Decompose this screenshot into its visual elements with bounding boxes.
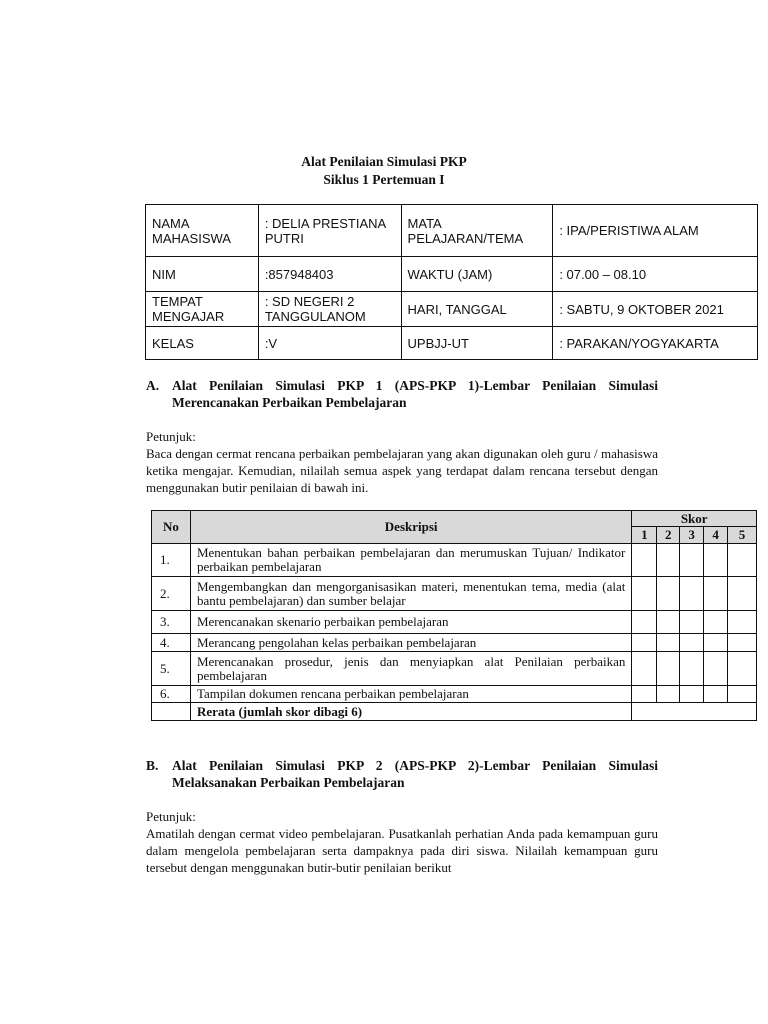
score-cell[interactable] <box>657 577 680 611</box>
score-table <box>151 510 757 721</box>
score-cell[interactable] <box>680 686 704 703</box>
column-header-no: No <box>152 511 191 544</box>
identity-value: : IPA/PERISTIWA ALAM <box>553 205 758 257</box>
document-subtitle: Siklus 1 Pertemuan I <box>323 172 445 187</box>
identity-label: MATA PELAJARAN/TEMA <box>401 205 553 257</box>
score-column-2: 2 <box>657 527 680 544</box>
row-number: 3. <box>152 611 191 634</box>
identity-label: KELAS <box>146 327 259 360</box>
score-cell[interactable] <box>704 577 728 611</box>
table-row <box>152 686 757 703</box>
section-title: Alat Penilaian Simulasi PKP 1 (APS-PKP 1)-Lembar Penilaian Simulasi Merencanakan Perbaikan Pembelajaran <box>172 378 658 410</box>
row-description: Merancang pengolahan kelas perbaikan pembelajaran <box>190 634 631 652</box>
identity-row <box>146 205 758 257</box>
row-number: 5. <box>152 652 191 686</box>
score-column-4: 4 <box>704 527 728 544</box>
score-cell[interactable] <box>632 634 657 652</box>
identity-row <box>146 257 758 292</box>
score-cell[interactable] <box>704 652 728 686</box>
score-cell[interactable] <box>680 611 704 634</box>
score-cell[interactable] <box>680 634 704 652</box>
section-a-instructions <box>146 428 658 496</box>
instruction-text: Baca dengan cermat rencana perbaikan pembelajaran yang akan digunakan oleh guru / mahasiswa ketika mengajar. Kemudian, nilailah semua aspek yang terdapat dalam rencana tersebut dengan menggunakan butir penilaian di bawah ini. <box>146 446 658 495</box>
row-number: 6. <box>152 686 191 703</box>
score-cell[interactable] <box>632 577 657 611</box>
score-cell[interactable] <box>704 611 728 634</box>
score-cell[interactable] <box>657 634 680 652</box>
instruction-label: Petunjuk: <box>146 429 196 444</box>
score-cell[interactable] <box>632 686 657 703</box>
identity-value: : SABTU, 9 OKTOBER 2021 <box>553 292 758 327</box>
identity-label: WAKTU (JAM) <box>401 257 553 292</box>
score-cell[interactable] <box>728 652 757 686</box>
score-cell[interactable] <box>680 544 704 577</box>
score-cell[interactable] <box>728 611 757 634</box>
identity-table <box>145 204 758 360</box>
table-row <box>152 634 757 652</box>
section-letter: A. <box>146 378 160 393</box>
score-cell[interactable] <box>657 544 680 577</box>
score-cell[interactable] <box>728 544 757 577</box>
row-description: Menentukan bahan perbaikan pembelajaran dan merumuskan Tujuan/ Indikator perbaikan pembelajaran <box>190 544 631 577</box>
identity-label: TEMPAT MENGAJAR <box>146 292 259 327</box>
row-number: 4. <box>152 634 191 652</box>
identity-value: :857948403 <box>258 257 401 292</box>
instruction-label: Petunjuk: <box>146 809 196 824</box>
score-column-1: 1 <box>632 527 657 544</box>
identity-label: HARI, TANGGAL <box>401 292 553 327</box>
identity-value: : 07.00 – 08.10 <box>553 257 758 292</box>
table-row <box>152 577 757 611</box>
document-title: Alat Penilaian Simulasi PKP <box>301 154 467 169</box>
score-cell[interactable] <box>657 686 680 703</box>
total-score-cell[interactable] <box>632 703 757 721</box>
section-letter: B. <box>146 758 159 773</box>
score-cell[interactable] <box>704 686 728 703</box>
identity-value: : SD NEGERI 2 TANGGULANOM <box>258 292 401 327</box>
score-cell[interactable] <box>632 611 657 634</box>
identity-row <box>146 292 758 327</box>
column-header-description: Deskripsi <box>190 511 631 544</box>
score-cell[interactable] <box>704 544 728 577</box>
score-cell[interactable] <box>657 652 680 686</box>
row-description: Mengembangkan dan mengorganisasikan materi, menentukan tema, media (alat bantu pembelajaran) dan sumber belajar <box>190 577 631 611</box>
identity-value: : PARAKAN/YOGYAKARTA <box>553 327 758 360</box>
score-cell[interactable] <box>728 577 757 611</box>
score-cell[interactable] <box>632 652 657 686</box>
score-cell[interactable] <box>728 634 757 652</box>
row-description: Merencanakan skenario perbaikan pembelajaran <box>190 611 631 634</box>
column-header-score: Skor <box>632 511 757 527</box>
score-cell[interactable] <box>704 634 728 652</box>
table-row <box>152 544 757 577</box>
total-row <box>152 703 757 721</box>
section-b-instructions <box>146 808 658 876</box>
identity-row <box>146 327 758 360</box>
score-cell[interactable] <box>680 577 704 611</box>
row-description: Merencanakan prosedur, jenis dan menyiapkan alat Penilaian perbaikan pembelajaran <box>190 652 631 686</box>
instruction-text: Amatilah dengan cermat video pembelajaran. Pusatkanlah perhatian Anda pada kemampuan guru dalam mengelola pembelajaran serta dampaknya pada diri siswa. Nilailah kemampuan guru tersebut dengan menggunakan butir-butir penilaian berikut <box>146 826 658 875</box>
row-number: 2. <box>152 577 191 611</box>
identity-label: UPBJJ-UT <box>401 327 553 360</box>
identity-label: NIM <box>146 257 259 292</box>
table-row <box>152 652 757 686</box>
section-title: Alat Penilaian Simulasi PKP 2 (APS-PKP 2)-Lembar Penilaian Simulasi Melaksanakan Perbaikan Pembelajaran <box>172 758 658 790</box>
score-cell[interactable] <box>680 652 704 686</box>
total-label: Rerata (jumlah skor dibagi 6) <box>190 703 631 721</box>
identity-value: : DELIA PRESTIANA PUTRI <box>258 205 401 257</box>
score-column-3: 3 <box>680 527 704 544</box>
score-cell[interactable] <box>657 611 680 634</box>
identity-label: NAMA MAHASISWA <box>146 205 259 257</box>
row-number: 1. <box>152 544 191 577</box>
table-row <box>152 611 757 634</box>
score-cell[interactable] <box>632 544 657 577</box>
identity-value: :V <box>258 327 401 360</box>
score-column-5: 5 <box>728 527 757 544</box>
score-cell[interactable] <box>728 686 757 703</box>
row-description: Tampilan dokumen rencana perbaikan pembelajaran <box>190 686 631 703</box>
total-spacer <box>152 703 191 721</box>
